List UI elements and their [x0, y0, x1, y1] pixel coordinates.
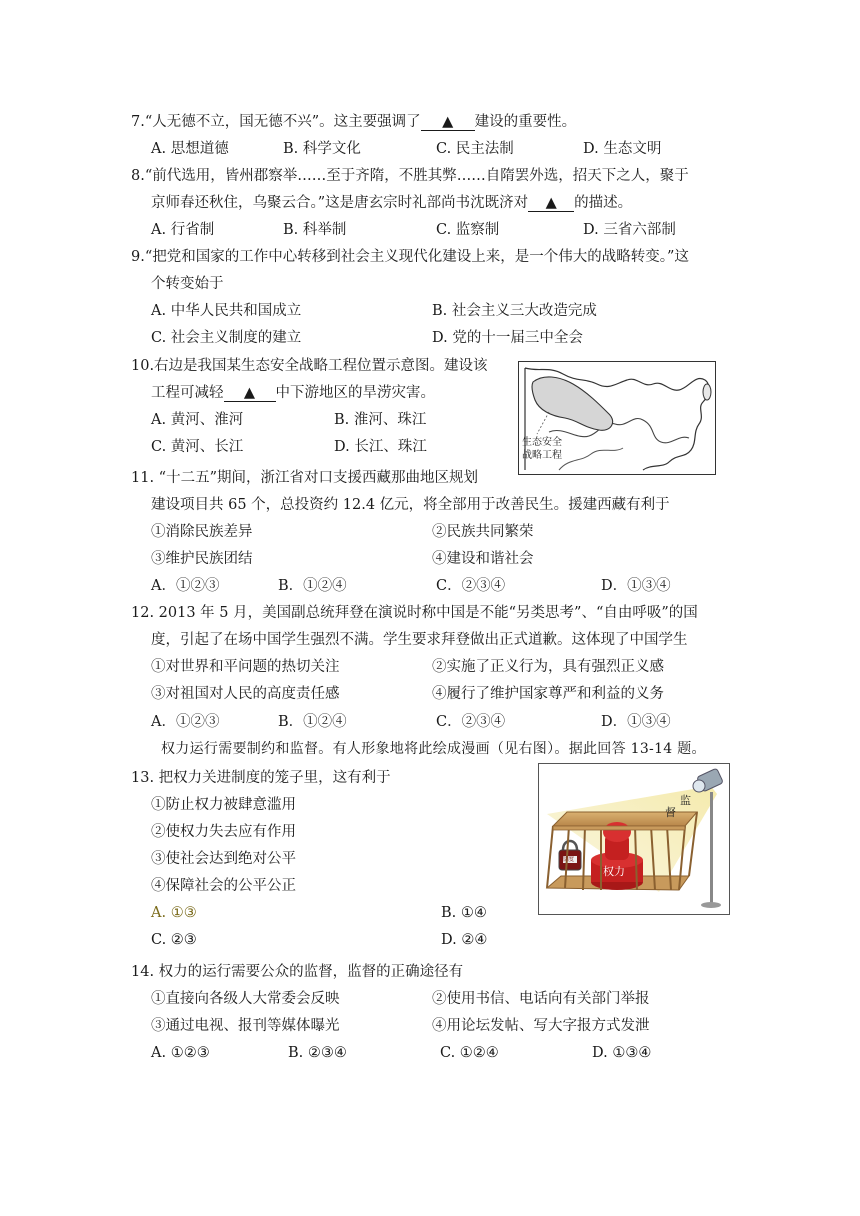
q13-option-b: B. ①④	[441, 905, 487, 921]
q14-option-b: B. ②③④	[288, 1045, 347, 1061]
q12-item-2: ②实施了正义行为，具有强烈正义感	[432, 659, 664, 675]
q8-stem-text: 京师春还秋住，乌聚云合。”这是唐玄宗时礼部尚书沈既济对	[151, 195, 529, 211]
q12-stem-line2: 度，引起了在场中国学生强烈不满。学生要求拜登做出正式道歉。这体现了中国学生	[151, 632, 688, 648]
q10-option-b: B. 淮河、珠江	[334, 412, 427, 428]
supervise-label-1: 监	[680, 794, 691, 807]
map-label-line1: 生态安全	[522, 437, 562, 448]
q8-option-a: A. 行省制	[151, 222, 215, 238]
q8-option-c: C. 监察制	[436, 222, 500, 238]
q12-option-a: A．①②③	[151, 714, 220, 730]
triangle-icon: ▲	[243, 385, 256, 401]
map-label-line2: 战略工程	[522, 450, 562, 461]
q13-option-d: D. ②④	[441, 932, 488, 948]
q12-item-4: ④履行了维护国家尊严和利益的义务	[432, 686, 664, 702]
q14-item-1: ①直接向各级人大常委会反映	[151, 991, 340, 1007]
q13-14-intro: 权力运行需要制约和监督。有人形象地将此绘成漫画（见右图）。据此回答 13-14 题。	[161, 741, 706, 757]
q12-option-b: B．①②④	[278, 714, 347, 730]
q7-option-d: D. 生态文明	[583, 141, 662, 157]
q13-item-1: ①防止权力被肆意滥用	[151, 797, 296, 813]
q7-answer-blank	[421, 114, 475, 131]
q9-stem-line2: 个转变始于	[151, 276, 224, 292]
q14-item-3: ③通过电视、报刊等媒体曝光	[151, 1018, 340, 1034]
q10-stem-tail: 中下游地区的旱涝灾害。	[275, 385, 435, 401]
triangle-icon: ▲	[442, 114, 454, 130]
q13-stem: 13. 把权力关进制度的笼子里，这有利于	[131, 770, 391, 786]
q11-option-b: B．①②④	[278, 578, 347, 594]
q8-answer-blank	[528, 195, 574, 212]
q11-option-c: C．②③④	[436, 578, 506, 594]
q7-stem-tail: 建设的重要性。	[474, 114, 577, 130]
q7-option-c: C. 民主法制	[436, 141, 514, 157]
ecological-project-map	[518, 361, 716, 475]
q11-item-1: ①消除民族差异	[151, 524, 253, 540]
q12-item-3: ③对祖国对人民的高度责任感	[151, 686, 340, 702]
q13-item-2: ②使权力失去应有作用	[151, 824, 296, 840]
lock-label: 制度	[562, 856, 575, 863]
q11-option-d: D．①③④	[601, 578, 671, 594]
q9-stem-line1: 9.“把党和国家的工作中心转移到社会主义现代化建设上来，是一个伟大的战略转变。”这	[131, 249, 689, 265]
q13-option-c: C. ②③	[151, 932, 197, 948]
q10-stem-line2	[151, 383, 435, 403]
q11-item-3: ③维护民族团结	[151, 551, 253, 567]
q8-option-d: D. 三省六部制	[583, 222, 676, 238]
q11-stem-line2: 建设项目共 65 个，总投资约 12.4 亿元，将全部用于改善民生。援建西藏有利于	[151, 497, 670, 513]
triangle-icon: ▲	[545, 195, 557, 211]
q11-option-a: A．①②③	[151, 578, 220, 594]
q10-option-c: C. 黄河、长江	[151, 439, 244, 455]
spotlight-icon	[693, 768, 723, 792]
q14-item-4: ④用论坛发帖、写大字报方式发泄	[432, 1018, 650, 1034]
supervise-label-2: 督	[665, 806, 676, 819]
q9-option-a: A. 中华人民共和国成立	[151, 303, 302, 319]
q14-item-2: ②使用书信、电话向有关部门举报	[432, 991, 650, 1007]
q9-option-c: C. 社会主义制度的建立	[151, 330, 302, 346]
q12-item-1: ①对世界和平问题的热切关注	[151, 659, 340, 675]
q13-item-4: ④保障社会的公平公正	[151, 878, 296, 894]
power-cage-illustration	[539, 764, 729, 914]
q7-option-a: A. 思想道德	[151, 141, 229, 157]
q8-stem-line1: 8.“前代选用，皆州郡察举……至于齐隋，不胜其弊……自隋罢外选，招天下之人，聚于	[131, 168, 689, 184]
q8-stem-line2	[151, 193, 632, 213]
q9-option-b: B. 社会主义三大改造完成	[432, 303, 597, 319]
q10-stem-line1: 10.右边是我国某生态安全战略工程位置示意图。建设该	[131, 358, 488, 374]
q10-answer-blank	[224, 385, 276, 402]
q14-option-c: C. ①②④	[440, 1045, 499, 1061]
q7-stem	[131, 112, 576, 132]
q12-stem-line1: 12. 2013 年 5 月，美国副总统拜登在演说时称中国是不能“另类思考”、“自由呼吸”的国	[131, 605, 698, 621]
q13-item-3: ③使社会达到绝对公平	[151, 851, 296, 867]
q8-stem-tail: 的描述。	[574, 195, 633, 211]
q13-option-a: A. ①③	[151, 905, 197, 921]
power-label: 权力	[603, 865, 625, 878]
power-cage-cartoon	[538, 763, 730, 915]
q11-item-4: ④建设和谐社会	[432, 551, 534, 567]
q10-option-a: A. 黄河、淮河	[151, 412, 244, 428]
q14-stem: 14. 权力的运行需要公众的监督，监督的正确途径有	[131, 964, 464, 980]
q12-option-c: C．②③④	[436, 714, 506, 730]
q11-item-2: ②民族共同繁荣	[432, 524, 534, 540]
q10-stem-text: 工程可减轻	[151, 385, 224, 401]
q7-stem-text: 7.“人无德不立，国无德不兴”。这主要强调了	[131, 114, 421, 130]
q8-option-b: B. 科举制	[283, 222, 347, 238]
q7-option-b: B. 科学文化	[283, 141, 361, 157]
q10-option-d: D. 长江、珠江	[334, 439, 427, 455]
q9-option-d: D. 党的十一届三中全会	[432, 330, 583, 346]
q12-option-d: D．①③④	[601, 714, 671, 730]
q14-option-d: D. ①③④	[592, 1045, 652, 1061]
q14-option-a: A. ①②③	[151, 1045, 210, 1061]
q11-stem-line1: 11. “十二五”期间，浙江省对口支援西藏那曲地区规划	[131, 470, 478, 486]
